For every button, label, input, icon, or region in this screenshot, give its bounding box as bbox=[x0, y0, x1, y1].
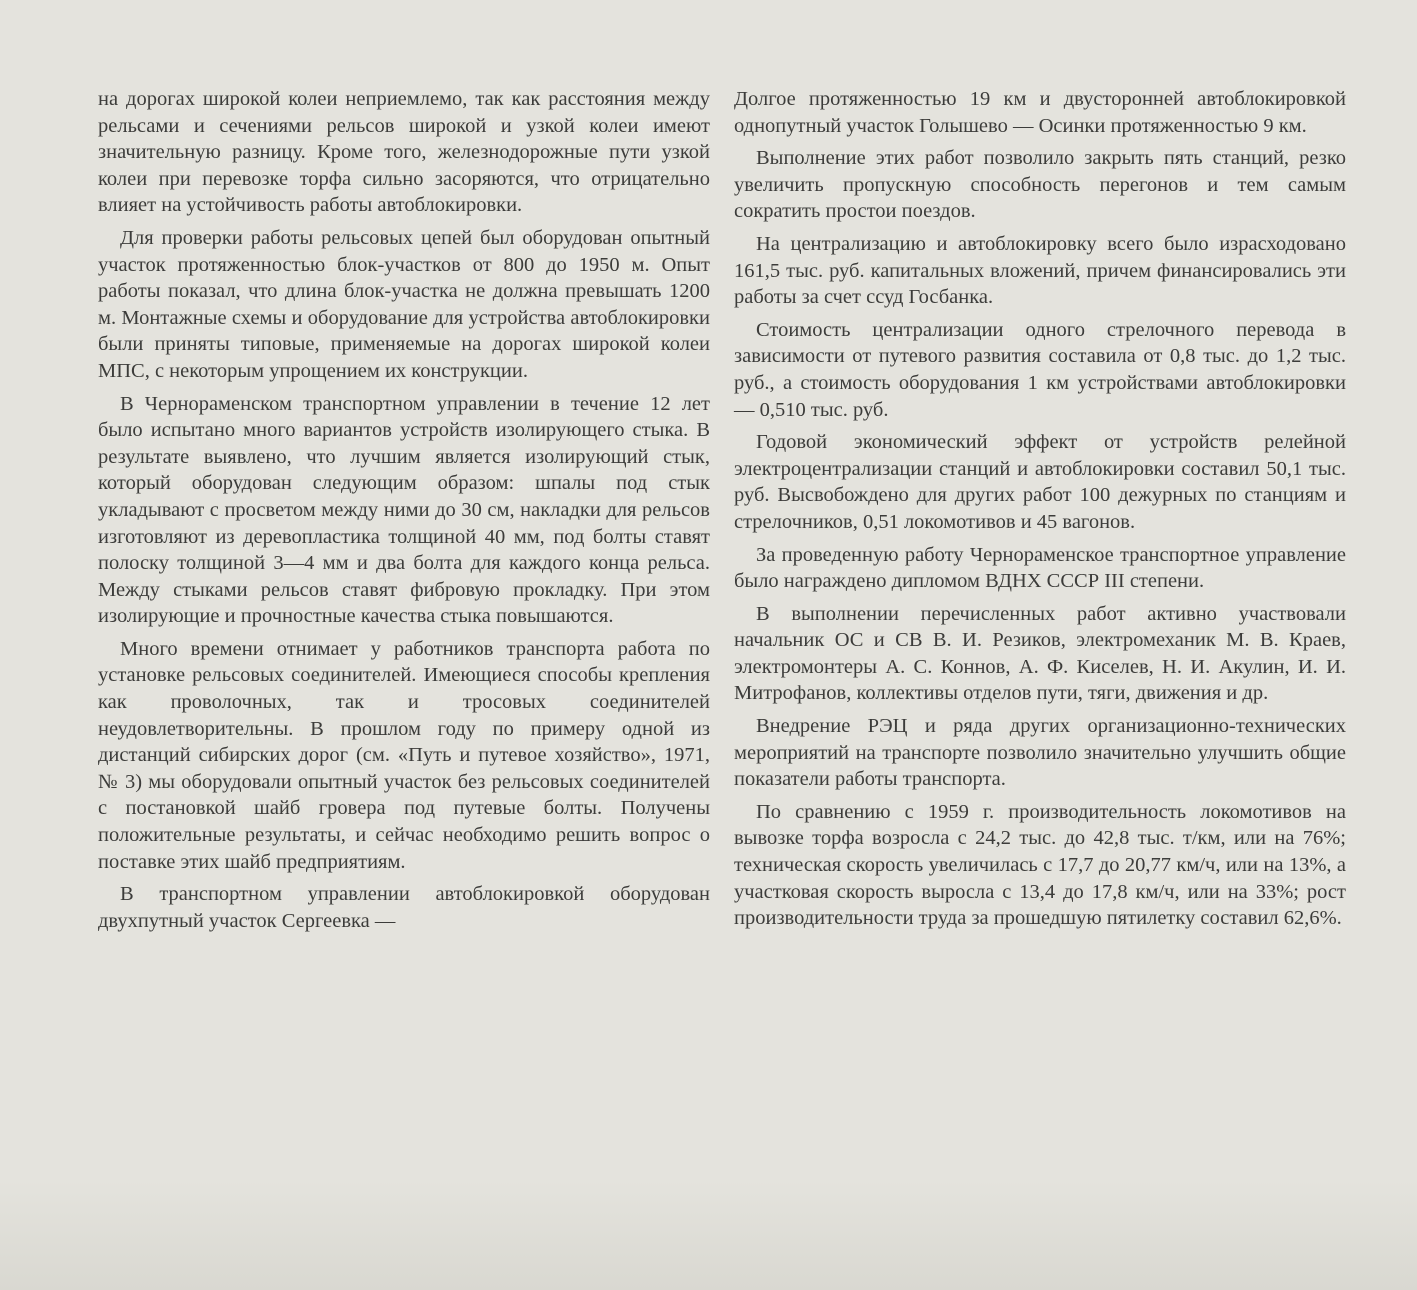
paragraph: По сравнению с 1959 г. производительность локомотивов на вывозке торфа возросла с 24,2 тыс. до 42,8 тыс. т/км, или на 76%; техническая скорость увеличилась с 17,7 до 20,77 км/ч, или на 13%, а участковая скорость выросла с 13,4 до 17,8 км/ч, или на 33%; рост производительности труда за прошедшую пятилетку составил 62,6%. bbox=[734, 800, 1346, 930]
paragraph: Внедрение РЭЦ и ряда других организационно-технических мероприятий на транспорте позволило значительно улучшить общие показатели работы транспорта. bbox=[734, 715, 1346, 791]
paragraph: Долгое протяженностью 19 км и двусторонней автоблокировкой однопутный участок Голышево — Осинки протяженностью 9 км. bbox=[734, 88, 1346, 137]
paragraph: Для проверки работы рельсовых цепей был оборудован опытный участок протяженностью блок-участков от 800 до 1950 м. Опыт работы показал, что длина блок-участка не должна превышать 1200 м. Монтажные схемы и оборудование для устройства автоблокировки были приняты типовые, применяемые на дорогах широкой колеи МПС, с некоторым упрощением их конструкции. bbox=[98, 226, 710, 382]
paragraph: Стоимость централизации одного стрелочного перевода в зависимости от путевого развития составила от 0,8 тыс. до 1,2 тыс. руб., а стоимость оборудования 1 км устройствами автоблокировки — 0,510 тыс. руб. bbox=[734, 318, 1346, 421]
paragraph: Много времени отнимает у работников транспорта работа по установке рельсовых соединителей. Имеющиеся способы крепления как проволочных, так и тросовых соединителей неудовлетворительны. В прошлом году по примеру одной из дистанций сибирских дорог (см. «Путь и путевое хозяйство», 1971, № 3) мы оборудовали опытный участок без рельсовых соединителей с постановкой шайб гровера под путевые болты. Получены положительные результаты, и сейчас необходимо решить вопрос о поставке этих шайб предприятиям. bbox=[98, 637, 710, 873]
left-text-column bbox=[98, 86, 710, 934]
right-text-column bbox=[734, 86, 1346, 932]
page-shadow bbox=[0, 1180, 1417, 1290]
paragraph: В транспортном управлении автоблокировкой оборудован двухпутный участок Сергеевка — bbox=[98, 883, 710, 932]
paragraph: На централизацию и автоблокировку всего было израсходовано 161,5 тыс. руб. капитальных вложений, причем финансировались эти работы за счет ссуд Госбанка. bbox=[734, 232, 1346, 309]
paragraph: на дорогах широкой колеи неприемлемо, так как расстояния между рельсами и сечениями рельсов широкой и узкой колеи имеют значительную разницу. Кроме того, железнодорожные пути узкой колеи при перевозке торфа сильно засоряются, что отрицательно влияет на устойчивость работы автоблокировки. bbox=[98, 88, 710, 217]
paragraph: В Чернораменском транспортном управлении в течение 12 лет было испытано много вариантов устройств изолирующего стыка. В результате выявлено, что лучшим является изолирующий стык, который оборудован следующим образом: шпалы под стык укладывают с просветом между ними до 30 см, накладки для рельсов изготовляют из деревопластика толщиной 40 мм, под болты ставят полоску толщиной 3—4 мм и два болта для каждого конца рельса. Между стыками рельсов ставят фибровую прокладку. При этом изолирующие и прочностные качества стыка повышаются. bbox=[98, 392, 710, 628]
paragraph: Выполнение этих работ позволило закрыть пять станций, резко увеличить пропускную способность перегонов и тем самым сократить простои поездов. bbox=[734, 147, 1346, 223]
paragraph: В выполнении перечисленных работ активно участвовали начальник ОС и СВ В. И. Резиков, электромеханик М. В. Краев, электромонтеры А. С. Коннов, А. Ф. Киселев, Н. И. Акулин, И. И. Митрофанов, коллективы отделов пути, тяги, движения и др. bbox=[734, 602, 1346, 705]
paragraph: За проведенную работу Чернораменское транспортное управление было награждено дипломом ВДНХ СССР III степени. bbox=[734, 543, 1346, 593]
paragraph: Годовой экономический эффект от устройств релейной электроцентрализации станций и автоблокировки составил 50,1 тыс. руб. Высвобождено для других работ 100 дежурных по станциям и стрелочников, 0,51 локомотивов и 45 вагонов. bbox=[734, 431, 1346, 533]
